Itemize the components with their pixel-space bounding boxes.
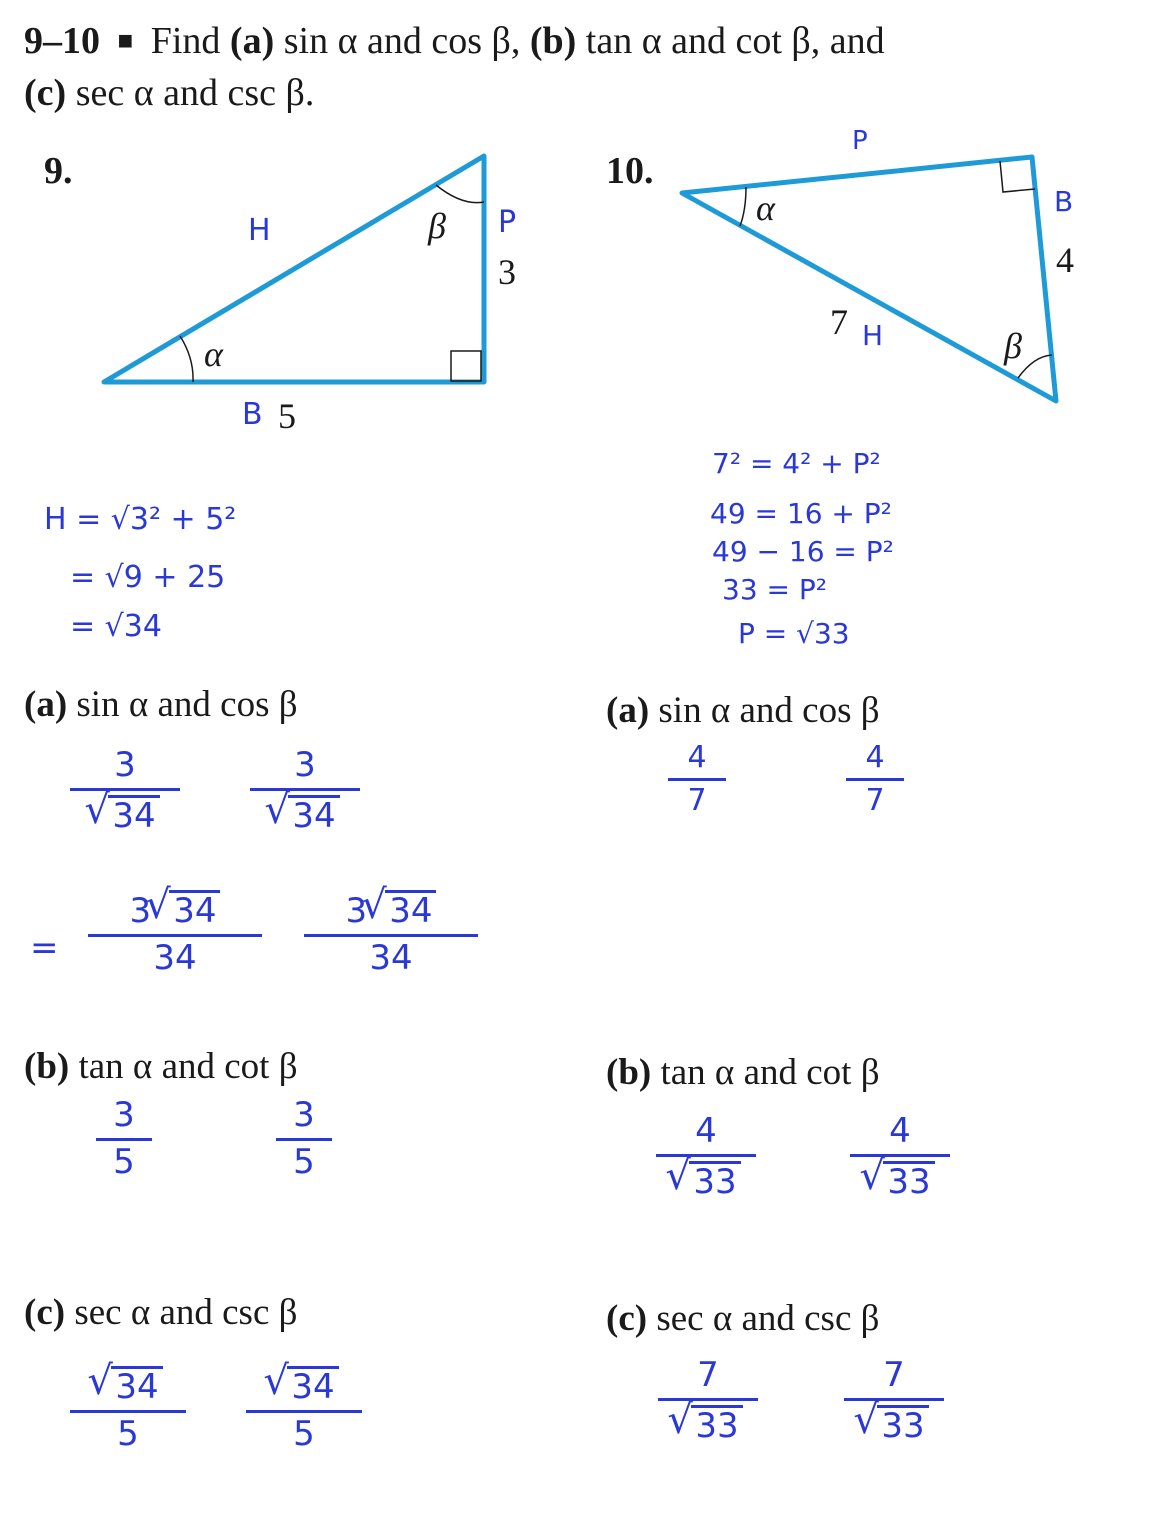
p10-label-B: B bbox=[1054, 185, 1074, 218]
p9-a-sin-alpha bbox=[70, 745, 180, 836]
fraction-bar bbox=[70, 1410, 186, 1413]
p9-a-f2-num: 3 bbox=[294, 745, 316, 785]
p10-b-cot-beta bbox=[850, 1111, 950, 1202]
p10-a-f2-num: 4 bbox=[865, 740, 885, 775]
p9-label-P: P bbox=[498, 205, 517, 240]
p9-c-f2-den: 5 bbox=[293, 1414, 315, 1455]
p9-work-line1: H = √3² + 5² bbox=[44, 502, 237, 537]
p10-c-label: (c) bbox=[606, 1298, 648, 1339]
beta-arc-9 bbox=[436, 185, 484, 203]
p9-a-cos-beta bbox=[250, 745, 360, 836]
fraction-bar bbox=[846, 778, 904, 781]
header-a-label: (a) bbox=[229, 20, 275, 62]
p9-b-title: tan α and cot β bbox=[78, 1046, 298, 1087]
p10-b-f1-den: √ 33 bbox=[671, 1161, 740, 1201]
p9-a-f4-den: 34 bbox=[369, 938, 413, 979]
p10-label-P: P bbox=[852, 126, 868, 156]
problem-9-number: 9. bbox=[44, 150, 73, 192]
p10-b-tan-alpha bbox=[656, 1111, 756, 1202]
triangle-9 bbox=[104, 156, 484, 382]
p10-label-7: 7 bbox=[830, 302, 848, 342]
fraction-bar bbox=[668, 778, 726, 781]
beta-arc-10 bbox=[1018, 355, 1052, 378]
header-c-label: (c) bbox=[24, 72, 67, 114]
p10-work-line5: P = √33 bbox=[738, 617, 850, 650]
p10-a-label: (a) bbox=[606, 690, 650, 731]
fraction-bar bbox=[246, 1410, 362, 1413]
p9-work-line2: = √9 + 25 bbox=[70, 560, 226, 595]
p9-label-B: B bbox=[242, 397, 263, 432]
p9-label-H: H bbox=[248, 213, 271, 248]
p10-a-sin-alpha bbox=[668, 742, 726, 816]
p10-c-f1-num: 7 bbox=[697, 1355, 719, 1395]
p9-b-f2-den: 5 bbox=[293, 1141, 315, 1182]
p10-c-f1-den: √ 33 bbox=[673, 1405, 742, 1445]
p10-c-sec-alpha bbox=[658, 1355, 758, 1446]
p10-b-f1-num: 4 bbox=[695, 1111, 717, 1151]
header-b-text: tan α and cot β, and bbox=[585, 20, 885, 62]
p9-a-f2-den: √ 34 bbox=[270, 795, 339, 835]
p10-a-heading bbox=[606, 692, 880, 729]
p10-a-title: sin α and cos β bbox=[658, 690, 880, 731]
p9-a-sin-alpha-rationalized bbox=[88, 890, 262, 977]
p9-b-f1-num: 3 bbox=[113, 1095, 135, 1135]
problem-10-number: 10. bbox=[606, 150, 654, 192]
p9-c-f2-num: √ 34 bbox=[269, 1366, 338, 1406]
p10-c-csc-beta bbox=[844, 1355, 944, 1446]
header-find: Find bbox=[150, 20, 221, 62]
p10-b-label: (b) bbox=[606, 1052, 652, 1093]
p10-label-beta: β bbox=[1004, 326, 1022, 366]
exercise-range: 9–10 bbox=[24, 20, 100, 62]
p9-a-f3-den: 34 bbox=[153, 938, 197, 979]
p9-c-f1-num: √ 34 bbox=[93, 1366, 162, 1406]
p9-a-f1-den: √ 34 bbox=[90, 795, 159, 835]
p9-label-5: 5 bbox=[278, 396, 296, 436]
p9-label-3: 3 bbox=[498, 252, 516, 292]
p9-a-title: sin α and cos β bbox=[76, 684, 298, 725]
p9-c-sec-alpha bbox=[70, 1366, 186, 1453]
p10-a-cos-beta bbox=[846, 742, 904, 816]
p9-b-f1-den: 5 bbox=[113, 1141, 135, 1182]
p10-b-f2-num: 4 bbox=[889, 1111, 911, 1151]
p9-b-tan-alpha bbox=[96, 1095, 152, 1182]
p10-c-f2-num: 7 bbox=[883, 1355, 905, 1395]
p10-label-4: 4 bbox=[1056, 240, 1074, 280]
p9-label-beta: β bbox=[428, 206, 446, 246]
header-a-text: sin α and cos β, bbox=[283, 20, 521, 62]
p10-work-line2: 49 = 16 + P² bbox=[710, 497, 892, 530]
p10-label-H: H bbox=[862, 319, 884, 352]
p10-c-f2-den: √ 33 bbox=[859, 1405, 928, 1445]
p9-c-heading bbox=[24, 1294, 297, 1331]
p9-b-cot-beta bbox=[276, 1095, 332, 1182]
p9-c-csc-beta bbox=[246, 1366, 362, 1453]
p10-work-line3: 49 − 16 = P² bbox=[712, 535, 894, 568]
p9-b-label: (b) bbox=[24, 1046, 70, 1087]
p10-a-f2-den: 7 bbox=[865, 782, 885, 818]
p10-a-f1-den: 7 bbox=[687, 782, 707, 818]
alpha-arc-9 bbox=[180, 336, 193, 382]
p9-a-cos-beta-rationalized bbox=[304, 890, 478, 977]
fraction-bar bbox=[88, 934, 262, 937]
p10-work-line4: 33 = P² bbox=[722, 573, 827, 606]
p9-c-title: sec α and csc β bbox=[74, 1292, 298, 1333]
right-angle-10 bbox=[1000, 161, 1035, 192]
p10-c-heading bbox=[606, 1300, 879, 1337]
p10-b-title: tan α and cot β bbox=[660, 1052, 880, 1093]
fraction-bar bbox=[276, 1138, 332, 1141]
p10-label-alpha: α bbox=[756, 188, 775, 228]
p9-a-heading bbox=[24, 686, 298, 723]
p10-c-title: sec α and csc β bbox=[656, 1298, 880, 1339]
header-b-label: (b) bbox=[529, 20, 577, 62]
fraction-bar bbox=[304, 934, 478, 937]
fraction-bar bbox=[96, 1138, 152, 1141]
p9-work-line3: = √34 bbox=[70, 609, 162, 644]
header-c-text: sec α and csc β. bbox=[75, 72, 315, 114]
p9-a-equals: = bbox=[30, 928, 59, 968]
right-angle-9 bbox=[451, 351, 481, 381]
p10-work-line1: 7² = 4² + P² bbox=[712, 447, 881, 480]
p10-b-heading bbox=[606, 1054, 880, 1091]
p9-b-f2-num: 3 bbox=[293, 1095, 315, 1135]
p9-a-f4-num: 3√ 34 bbox=[346, 890, 437, 930]
triangle-10 bbox=[682, 157, 1056, 401]
p9-c-f1-den: 5 bbox=[117, 1414, 139, 1455]
p9-label-alpha: α bbox=[204, 334, 223, 374]
p9-a-f1-num: 3 bbox=[114, 745, 136, 785]
p9-b-heading bbox=[24, 1048, 298, 1085]
p9-a-f3-num: 3√ 34 bbox=[130, 890, 221, 930]
p10-a-f1-num: 4 bbox=[687, 740, 707, 775]
p10-b-f2-den: √ 33 bbox=[865, 1161, 934, 1201]
p9-a-label: (a) bbox=[24, 684, 68, 725]
square-bullet-icon: ■ bbox=[117, 26, 134, 55]
p9-c-label: (c) bbox=[24, 1292, 66, 1333]
alpha-arc-10 bbox=[740, 187, 746, 226]
